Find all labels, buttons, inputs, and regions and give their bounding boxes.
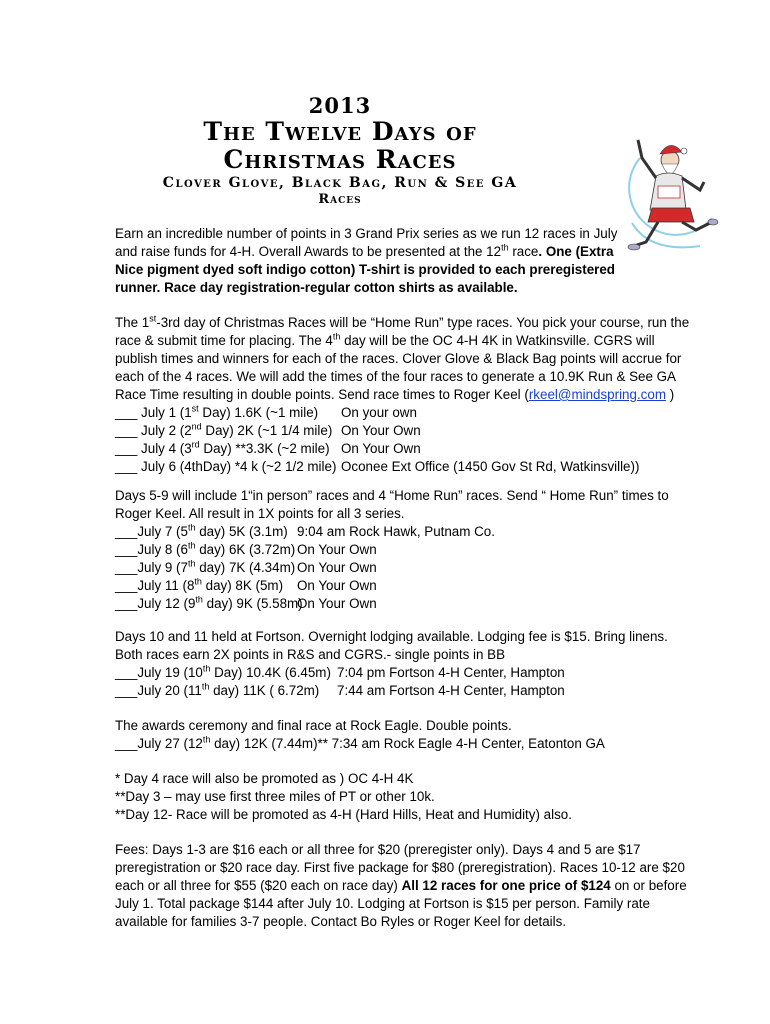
text-line: Nice pigment dyed soft indigo cotton) T-shirt is provided to each preregistered xyxy=(115,262,615,277)
title-line-1: The Twelve Days of xyxy=(203,117,477,146)
email-link[interactable]: rkeel@mindspring.com xyxy=(528,387,666,402)
race-date: ___July 12 (9th day) 9K (5.58m) xyxy=(115,594,303,611)
text-line: Fees: Days 1-3 are $16 each or all three for $20 (preregister only). Days 4 and 5 are $17 xyxy=(115,842,641,857)
text-line: Days 10 and 11 held at Fortson. Overnight lodging available. Lodging fee is $15. Bring linens. xyxy=(115,629,668,644)
superscript: th xyxy=(202,734,211,745)
race-row xyxy=(115,440,660,458)
fees-paragraph xyxy=(115,841,687,931)
race-row xyxy=(115,682,660,700)
text-line xyxy=(115,735,660,753)
race-date: ___July 19 (10th Day) 10.4K (6.45m) xyxy=(115,663,331,680)
race-row xyxy=(115,422,660,440)
text-line xyxy=(115,332,660,350)
text-span: The 1 xyxy=(115,315,150,330)
text-line: **Day 3 – may use first three miles of PT or other 10k. xyxy=(115,789,435,804)
text-line: * Day 4 race will also be promoted as ) OC 4-H 4K xyxy=(115,771,414,786)
race-date: ___July 20 (11th day) 11K ( 6.72m) xyxy=(115,681,320,698)
text-span: Race Time resulting in double points. Send race times to Roger Keel ( xyxy=(115,387,529,402)
text-span: race xyxy=(508,244,539,259)
race-location: On Your Own xyxy=(297,542,377,557)
text-line: preregistration or $20 race day. First five package for $80 (preregistration). Races 10-12 are $20 xyxy=(115,860,685,875)
text-span: each or all three for $55 ($20 each on race day) xyxy=(115,878,402,893)
text-line xyxy=(115,877,687,895)
title-line-2: Christmas Races xyxy=(223,145,457,174)
subtitle-line-2: Races xyxy=(318,192,362,207)
text-line: Days 5-9 will include 1“in person” races and 4 “Home Run” races. Send “ Home Run” times to xyxy=(115,488,669,503)
text-line: **Day 12- Race will be promoted as 4-H (Hard Hills, Heat and Humidity) also. xyxy=(115,807,572,822)
race-date: ___July 11 (8th day) 8K (5m) xyxy=(115,576,284,593)
race-date: ___ July 2 (2nd Day) 2K (~1 1/4 mile) xyxy=(115,421,333,438)
race-row xyxy=(115,404,660,422)
race-location: On Your Own xyxy=(341,441,421,456)
race-date: ___ July 4 (3rd Day) **3.3K (~2 mile) xyxy=(115,439,330,456)
race-row xyxy=(115,541,660,559)
home-run-paragraph xyxy=(115,313,690,476)
text-line: publish times and winners for each of the races. Clover Glove & Black Bag points will accrue for xyxy=(115,351,682,366)
race-location: On Your Own xyxy=(297,578,377,593)
bold-text: All 12 races for one price of $124 xyxy=(401,878,611,893)
text-line: Both races earn 2X points in R&S and CGRS.- single points in BB xyxy=(115,647,506,662)
text-span: and raise funds for 4-H. Overall Awards to be presented at the 12 xyxy=(115,244,502,259)
race-location: 7:44 am Fortson 4-H Center, Hampton xyxy=(337,683,565,698)
race-date: ___ July 6 (4thDay) *4 k (~2 1/2 mile) xyxy=(115,459,337,474)
race-date: ___July 8 (6th day) 6K (3.72m) xyxy=(115,540,296,557)
bold-text: . One (Extra xyxy=(538,244,614,259)
race-date: ___ July 1 (1st Day) 1.6K (~1 mile) xyxy=(115,403,319,420)
race-row xyxy=(115,458,660,476)
intro-paragraph xyxy=(115,225,660,297)
text-line: The awards ceremony and final race at Rock Eagle. Double points. xyxy=(115,718,512,733)
text-span: on or before xyxy=(610,878,687,893)
text-line: each of the 4 races. We will add the times of the four races to generate a 10.9K Run & See GA xyxy=(115,369,676,384)
text-line xyxy=(115,386,675,404)
subtitle-line-1: Clover Glove, Black Bag, Run & See GA xyxy=(162,175,518,191)
race-row xyxy=(115,664,660,682)
days-5-9-paragraph xyxy=(115,487,669,613)
fortson-paragraph xyxy=(115,628,668,700)
text-line xyxy=(115,243,660,261)
superscript: th xyxy=(501,242,509,253)
race-location: On Your Own xyxy=(341,423,421,438)
race-location: On Your Own xyxy=(297,596,377,611)
race-location: 7:04 pm Fortson 4-H Center, Hampton xyxy=(337,665,565,680)
race-row xyxy=(115,523,660,541)
race-date: ___July 7 (5th day) 5K (3.1m) xyxy=(115,522,288,539)
race-row xyxy=(115,595,660,613)
race-location: On Your Own xyxy=(297,560,377,575)
text-line: runner. Race day registration-regular cotton shirts as available. xyxy=(115,280,518,295)
text-line: Roger Keel. All result in 1X points for all 3 series. xyxy=(115,506,405,521)
race-row xyxy=(115,577,660,595)
text-line xyxy=(115,313,690,332)
title-year: 2013 xyxy=(308,93,372,118)
race-location: Oconee Ext Office (1450 Gov St Rd, Watkinsville)) xyxy=(341,459,640,474)
text-line: available for families 3-7 people. Contact Bo Ryles or Roger Keel for details. xyxy=(115,914,567,929)
text-span: day will be the OC 4-H 4K in Watkinsville. CGRS will xyxy=(340,333,655,348)
race-row xyxy=(115,559,660,577)
text-line: July 1. Total package $144 after July 10. Lodging at Fortson is $15 per person. Family rate xyxy=(115,896,650,911)
text-span: day) 12K (7.44m)** 7:34 am Rock Eagle 4-H Center, Eatonton GA xyxy=(210,736,605,751)
text-span: ) xyxy=(665,387,675,402)
awards-paragraph xyxy=(115,717,660,753)
text-span: race & submit time for placing. The 4 xyxy=(115,333,333,348)
race-location: On your own xyxy=(341,405,417,420)
superscript: th xyxy=(332,331,341,342)
race-location: 9:04 am Rock Hawk, Putnam Co. xyxy=(297,524,495,539)
superscript: st xyxy=(149,313,157,324)
text-line: Earn an incredible number of points in 3 Grand Prix series as we run 12 races in July xyxy=(115,226,618,241)
notes-paragraph xyxy=(115,770,660,824)
text-span: ___July 27 (12 xyxy=(115,736,203,751)
text-span: -3rd day of Christmas Races will be “Home Run” type races. You pick your course, run the xyxy=(156,315,690,330)
race-date: ___July 9 (7th day) 7K (4.34m) xyxy=(115,558,296,575)
